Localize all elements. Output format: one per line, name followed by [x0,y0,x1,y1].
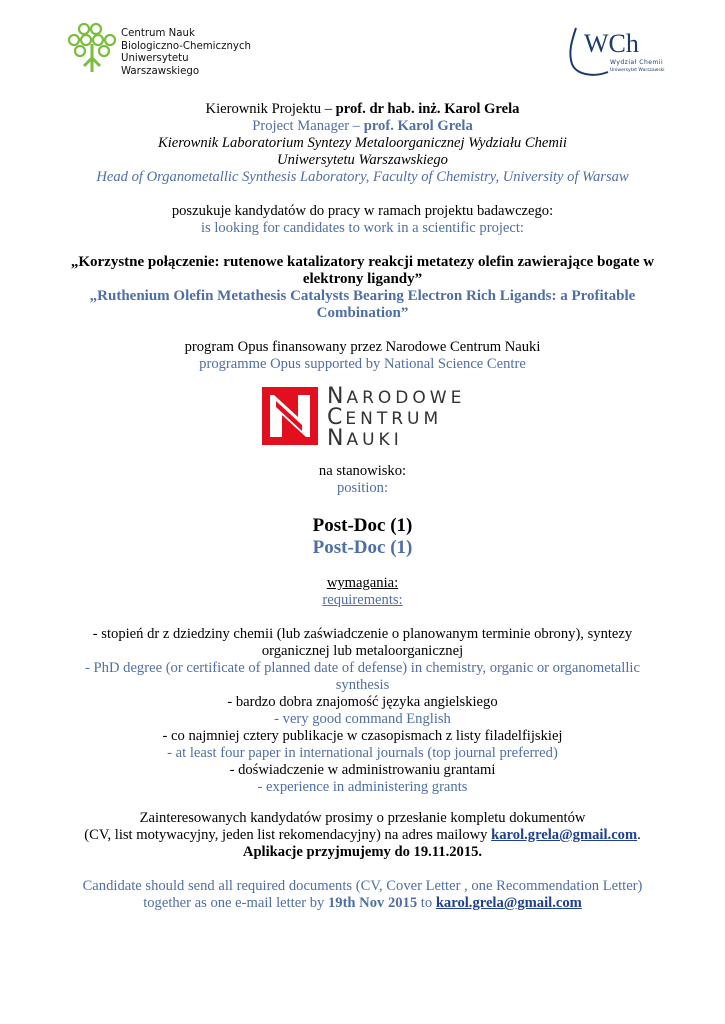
hexagon-molecule-icon [66,22,118,74]
ncn-logo [262,384,482,451]
en-manager-line: Project Manager – prof. Karol Grela [252,118,473,134]
ncn-word-3: NAUKI [327,426,403,451]
req1-en-1: - PhD degree (or certificate of planned date of defense) in chemistry, organic or organometallic [85,660,640,676]
position-label-pl: na stanowisko: [318,463,407,479]
pl-head-line-1: Kierownik Laboratorium Syntezy Metaloorganicznej Wydziału Chemii [157,135,567,151]
position-label-en: position: [336,480,389,496]
application-deadline: Aplikacje przyjmujemy do 19.11.2015. [242,844,483,860]
pl-head-line-2: Uniwersytetu Warszawskiego [277,152,448,168]
req4-en: - experience in administering grants [257,779,468,795]
intro-en: is looking for candidates to work in a scientific project: [200,220,524,236]
position-title-en: Post-Doc (1) [312,537,413,558]
position-title-pl: Post-Doc (1) [312,515,413,536]
cnbch-logo [66,22,266,78]
req2-pl: - bardzo dobra znajomość języka angielskiego [227,694,498,710]
wch-sub2: Uniwersytet Warszawski [610,68,665,73]
logo-line-3: Uniwersytetu Warszawskiego [121,53,200,77]
req1-pl-1: - stopień dr z dziedziny chemii (lub zaświadczenie o planowanym terminie obrony), syntezy [92,626,633,642]
pl-manager-line: Kierownik Projektu – prof. dr hab. inż. Karol Grela [205,101,520,117]
project-title-en-1: „Ruthenium Olefin Metathesis Catalysts Bearing Electron Rich Ligands: a Profitable [89,288,636,304]
project-title-pl-2: elektrony ligandy” [302,271,423,287]
application-en-2: together as one e-mail letter by 19th Nov 2015 to karol.grela@gmail.com [143,895,582,911]
req3-pl: - co najmniej cztery publikacje w czasopismach z listy filadelfijskiej [162,728,563,744]
email-link-pl[interactable]: karol.grela@gmail.com [491,827,638,843]
req3-en: - at least four paper in international journals (top journal preferred) [167,745,558,761]
wch-emblem-icon [562,20,672,80]
ncn-word-1: NARODOWE [327,384,466,409]
wch-sub: Wydział Chemii [610,59,664,66]
requirements-label-pl: wymagania: [326,575,399,591]
logo-line-2: Biologiczno-Chemicznych [121,40,252,52]
intro-pl: poszukuje kandydatów do pracy w ramach projektu badawczego: [171,203,554,219]
application-pl-2: (CV, list motywacyjny, jeden list rekomendacyjny) na adres mailowy karol.grela@gmail.com. [84,827,641,843]
req2-en: - very good command English [274,711,451,727]
application-en-1: Candidate should send all required documents (CV, Cover Letter , one Recommendation Letter) [82,878,643,894]
logo-line-1: Centrum Nauk [121,28,195,39]
application-pl-1: Zainteresowanych kandydatów prosimy o przesłanie kompletu dokumentów [139,810,586,826]
wch-text: WCh [584,29,639,58]
programme-pl: program Opus finansowany przez Narodowe Centrum Nauki [184,339,541,355]
email-link-en[interactable]: karol.grela@gmail.com [435,895,582,911]
project-title-pl-1: „Korzystne połączenie: rutenowe katalizatory reakcji metatezy olefin zawierające bogate w [70,254,655,270]
req1-en-2: synthesis [335,677,390,693]
ncn-emblem-icon [262,387,318,445]
req4-pl: - doświadczenie w administrowaniu grantami [229,762,496,778]
req1-pl-2: organicznej lub metaloorganicznej [261,643,464,659]
en-head-line: Head of Organometallic Synthesis Laboratory, Faculty of Chemistry, University of Warsaw [96,169,629,185]
project-title-en-2: Combination” [316,305,409,321]
ncn-word-2: CENTRUM [327,405,443,430]
wch-logo [562,20,672,80]
requirements-label-en: requirements: [322,592,403,608]
programme-en: programme Opus supported by National Science Centre [199,356,526,372]
